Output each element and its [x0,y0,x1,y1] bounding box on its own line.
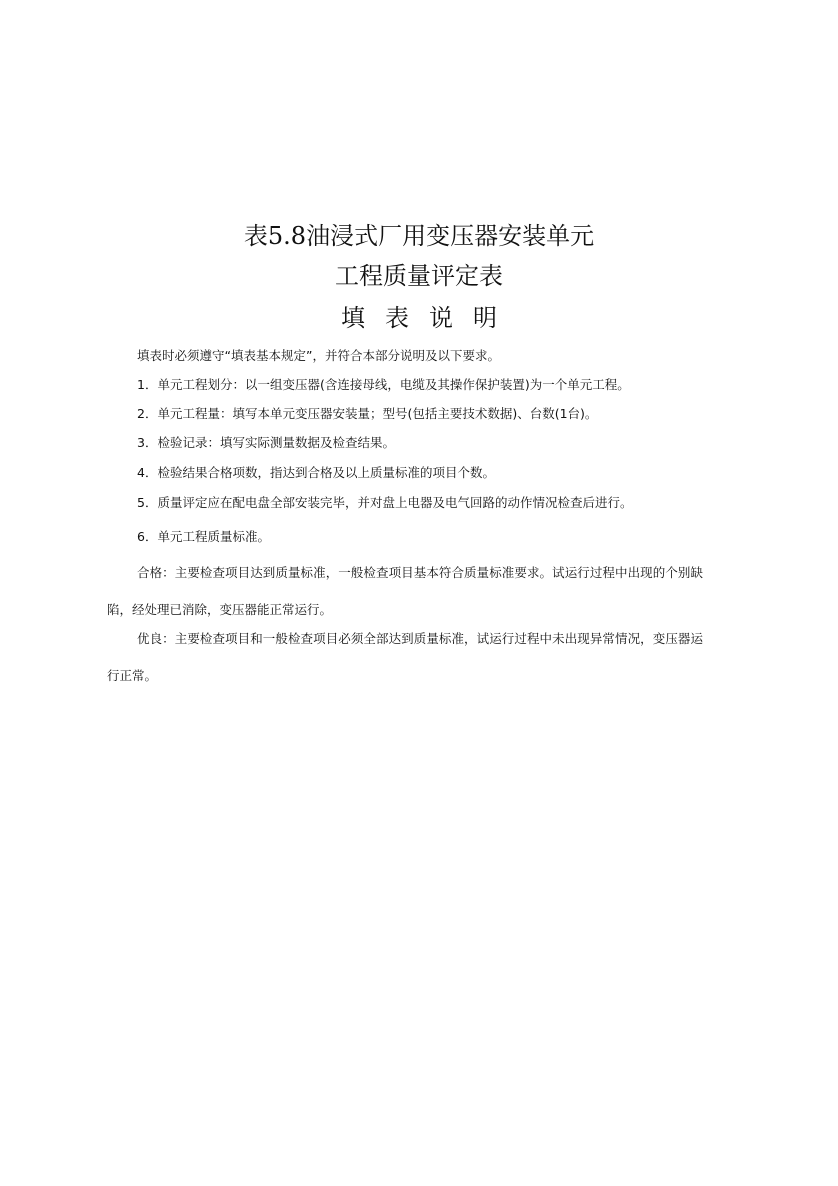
section-heading: 填表说明 [341,304,517,332]
instruction-item-5: 5．质量评定应在配电盘全部安装完毕，并对盘上电器及电气回路的动作情况检查后进行。 [137,495,633,510]
instruction-item-4: 4．检验结果合格项数，指达到合格及以上质量标准的项目个数。 [137,465,495,480]
standard-excellent-paragraph: 优良：主要检查项目和一般检查项目必须全部达到质量标准，试运行过程中未出现异常情况，变压器运行正常。 [107,631,703,683]
standard-pass-paragraph: 合格：主要检查项目达到质量标准，一般检查项目基本符合质量标准要求。试运行过程中出现的个别缺陷，经处理已消除，变压器能正常运行。 [107,565,703,617]
instruction-item-3: 3．检验记录：填写实际测量数据及检查结果。 [137,435,395,450]
instruction-item-1: 1．单元工程划分：以一组变压器(含连接母线，电缆及其操作保护装置)为一个单元工程。 [137,377,630,392]
intro-text: 填表时必须遵守“填表基本规定”，并符合本部分说明及以下要求。 [137,348,500,363]
instruction-item-2: 2．单元工程量：填写本单元变压器安装量；型号(包括主要技术数据)、台数(1台)。 [137,406,598,421]
document-title-line-1: 表5.8油浸式厂用变压器安装单元 [243,222,595,250]
document-title-line-2: 工程质量评定表 [335,262,503,290]
instruction-item-6: 6．单元工程质量标准。 [137,529,270,544]
